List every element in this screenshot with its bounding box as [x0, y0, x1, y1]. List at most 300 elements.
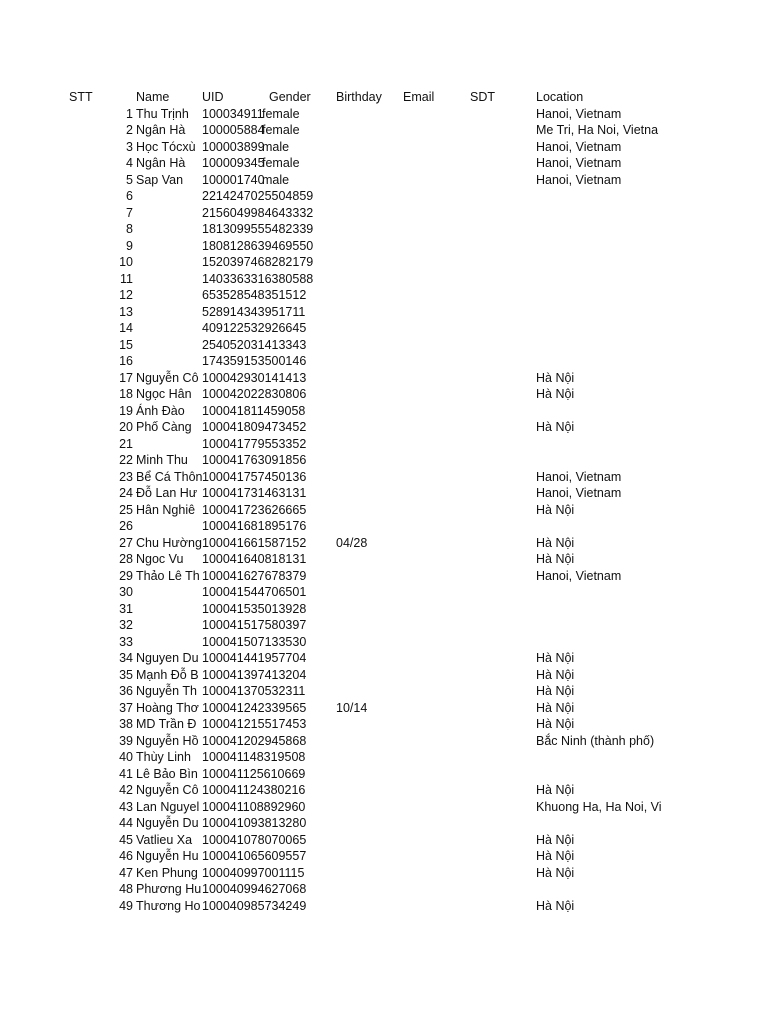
- cell-birthday: [336, 650, 400, 667]
- cell-location: [536, 304, 669, 321]
- cell-birthday: [336, 172, 400, 189]
- cell-location: Hanoi, Vietnam: [536, 486, 622, 500]
- cell-uid: 1403363316380588: [202, 271, 314, 286]
- cell-email: [403, 238, 467, 255]
- cell-name: Phương Hu: [136, 882, 202, 896]
- cell-sdt: [470, 155, 534, 172]
- cell-birthday: [336, 832, 400, 849]
- cell-birthday: [336, 419, 400, 436]
- cell-location: Khuong Ha, Ha Noi, Vi: [536, 799, 662, 814]
- cell-uid: 100041507133530: [202, 634, 307, 649]
- cell-birthday: [336, 436, 400, 453]
- cell-sdt: [470, 353, 534, 370]
- cell-location: Hà Nội: [536, 552, 575, 566]
- cell-sdt: [470, 436, 534, 453]
- cell-uid: 1520397468282179: [202, 255, 314, 269]
- cell-stt: 23: [119, 469, 133, 484]
- cell-sdt: [470, 172, 534, 189]
- cell-email: [403, 634, 467, 651]
- cell-gender: [262, 419, 326, 436]
- cell-name: [136, 287, 202, 304]
- cell-email: [403, 601, 467, 618]
- cell-birthday: [336, 287, 400, 304]
- cell-gender: [262, 254, 326, 271]
- cell-email: [403, 469, 467, 486]
- cell-birthday: [336, 749, 400, 766]
- cell-sdt: [470, 287, 534, 304]
- cell-gender: female: [262, 106, 300, 121]
- cell-sdt: [470, 485, 534, 502]
- cell-email: [403, 716, 467, 733]
- cell-uid: 100041517580397: [202, 618, 307, 632]
- cell-stt: 4: [126, 156, 133, 170]
- cell-gender: [262, 584, 326, 601]
- cell-birthday: [336, 683, 400, 700]
- cell-birthday: [336, 122, 400, 139]
- cell-location: [536, 188, 669, 205]
- cell-birthday: [336, 205, 400, 222]
- table-row: [0, 370, 768, 387]
- cell-email: [403, 205, 467, 222]
- cell-gender: [262, 205, 326, 222]
- cell-sdt: [470, 634, 534, 651]
- cell-location: [536, 320, 669, 337]
- cell-sdt: [470, 848, 534, 865]
- cell-birthday: [336, 485, 400, 502]
- cell-location: [536, 452, 669, 469]
- cell-gender: [262, 502, 326, 519]
- cell-email: [403, 535, 467, 552]
- cell-name: Lan Nguyel: [136, 799, 200, 814]
- cell-location: Hà Nội: [536, 370, 575, 385]
- cell-location: [536, 749, 669, 766]
- table-row: [0, 386, 768, 403]
- cell-uid: 2214247025504859: [202, 189, 314, 203]
- cell-uid: 100041397413204: [202, 667, 307, 682]
- cell-name: [136, 221, 202, 238]
- cell-name: [136, 634, 202, 651]
- cell-email: [403, 865, 467, 882]
- cell-uid: 100042930141413: [202, 370, 307, 385]
- cell-email: [403, 485, 467, 502]
- cell-gender: male: [262, 139, 290, 154]
- cell-email: [403, 766, 467, 783]
- cell-location: Bắc Ninh (thành phố): [536, 733, 655, 748]
- cell-stt: 21: [119, 436, 133, 451]
- cell-name: Sap Van: [136, 172, 184, 187]
- cell-email: [403, 188, 467, 205]
- cell-location: Hà Nội: [536, 898, 575, 913]
- cell-gender: [262, 749, 326, 766]
- cell-uid: 100003899: [202, 139, 265, 154]
- cell-birthday: [336, 733, 400, 750]
- cell-location: Hà Nội: [536, 667, 575, 682]
- cell-stt: 41: [119, 766, 133, 781]
- cell-location: Hanoi, Vietnam: [536, 568, 622, 583]
- table-row: [0, 683, 768, 700]
- cell-birthday: [336, 254, 400, 271]
- cell-sdt: [470, 749, 534, 766]
- cell-sdt: [470, 782, 534, 799]
- cell-email: [403, 353, 467, 370]
- cell-name: Thương Ho: [136, 898, 201, 913]
- cell-birthday: 04/28: [336, 535, 368, 550]
- cell-stt: 45: [119, 832, 133, 847]
- cell-uid: 100042022830806: [202, 387, 307, 401]
- cell-name: Thu Trịnh: [136, 106, 189, 121]
- cell-stt: 39: [119, 733, 133, 748]
- cell-birthday: [336, 106, 400, 123]
- cell-email: [403, 370, 467, 387]
- cell-gender: male: [262, 172, 290, 187]
- cell-name: Học Tócxù: [136, 139, 196, 154]
- cell-location: [536, 436, 669, 453]
- cell-email: [403, 502, 467, 519]
- cell-email: [403, 782, 467, 799]
- cell-birthday: [336, 799, 400, 816]
- header-uid: UID: [202, 90, 224, 104]
- cell-name: [136, 320, 202, 337]
- cell-name: Nguyễn Cô: [136, 783, 199, 797]
- cell-sdt: [470, 106, 534, 123]
- cell-stt: 15: [119, 337, 133, 352]
- table-row: [0, 337, 768, 354]
- cell-name: Minh Thu: [136, 453, 188, 467]
- cell-birthday: [336, 518, 400, 535]
- table-row: [0, 584, 768, 601]
- table-row: [0, 848, 768, 865]
- cell-gender: [262, 716, 326, 733]
- cell-name: Ngân Hà: [136, 156, 186, 170]
- cell-name: Hân Nghiê: [136, 502, 196, 517]
- cell-sdt: [470, 386, 534, 403]
- cell-birthday: [336, 469, 400, 486]
- cell-sdt: [470, 419, 534, 436]
- table-row: [0, 551, 768, 568]
- cell-stt: 25: [119, 502, 133, 517]
- table-body: [0, 106, 768, 915]
- cell-stt: 48: [119, 882, 133, 896]
- cell-stt: 3: [126, 139, 133, 154]
- cell-location: Hà Nội: [536, 832, 575, 847]
- cell-gender: [262, 634, 326, 651]
- cell-gender: [262, 898, 326, 915]
- cell-gender: [262, 815, 326, 832]
- cell-stt: 31: [119, 601, 133, 616]
- cell-location: [536, 337, 669, 354]
- cell-sdt: [470, 733, 534, 750]
- header-row: [0, 89, 768, 106]
- cell-name: Phố Càng: [136, 420, 192, 434]
- cell-sdt: [470, 683, 534, 700]
- cell-sdt: [470, 584, 534, 601]
- table-row: [0, 139, 768, 156]
- cell-gender: [262, 865, 326, 882]
- cell-uid: 100041731463131: [202, 486, 307, 500]
- cell-gender: [262, 551, 326, 568]
- cell-location: Hà Nội: [536, 849, 575, 863]
- cell-birthday: 10/14: [336, 700, 368, 715]
- cell-stt: 2: [126, 123, 133, 137]
- cell-uid: 254052031413343: [202, 337, 307, 352]
- cell-gender: [262, 436, 326, 453]
- cell-sdt: [470, 188, 534, 205]
- cell-name: Nguyen Du: [136, 651, 199, 665]
- cell-stt: 44: [119, 816, 133, 830]
- cell-sdt: [470, 716, 534, 733]
- cell-birthday: [336, 386, 400, 403]
- cell-gender: [262, 700, 326, 717]
- cell-uid: 100040994627068: [202, 882, 307, 896]
- cell-name: Đỗ Lan Hư: [136, 486, 198, 500]
- table-row: [0, 650, 768, 667]
- cell-uid: 174359153500146: [202, 354, 307, 368]
- cell-birthday: [336, 271, 400, 288]
- cell-stt: 1: [126, 106, 133, 121]
- cell-stt: 43: [119, 799, 133, 814]
- cell-location: [536, 353, 669, 370]
- cell-uid: 100041202945868: [202, 733, 307, 748]
- cell-gender: [262, 452, 326, 469]
- cell-birthday: [336, 155, 400, 172]
- table-row: [0, 815, 768, 832]
- cell-location: [536, 815, 669, 832]
- cell-name: Thùy Linh: [136, 750, 191, 764]
- cell-sdt: [470, 650, 534, 667]
- cell-stt: 38: [119, 717, 133, 731]
- cell-name: [136, 337, 202, 354]
- cell-location: [536, 205, 669, 222]
- table-row: [0, 436, 768, 453]
- cell-gender: [262, 485, 326, 502]
- table-row: [0, 799, 768, 816]
- header-gender: Gender: [269, 90, 311, 104]
- table-row: [0, 700, 768, 717]
- cell-gender: female: [262, 123, 300, 137]
- cell-birthday: [336, 865, 400, 882]
- cell-location: Hanoi, Vietnam: [536, 106, 622, 121]
- table-row: [0, 733, 768, 750]
- cell-email: [403, 881, 467, 898]
- cell-name: [136, 238, 202, 255]
- cell-location: [536, 634, 669, 651]
- cell-name: Chu Hường: [136, 535, 202, 550]
- cell-uid: 1808128639469550: [202, 238, 314, 253]
- cell-sdt: [470, 815, 534, 832]
- cell-email: [403, 221, 467, 238]
- cell-location: [536, 518, 669, 535]
- cell-sdt: [470, 205, 534, 222]
- cell-name: Ngọc Hân: [136, 387, 192, 401]
- header-birthday: Birthday: [336, 90, 382, 104]
- table-row: [0, 766, 768, 783]
- table-row: [0, 271, 768, 288]
- cell-email: [403, 799, 467, 816]
- cell-birthday: [336, 584, 400, 601]
- cell-name: [136, 601, 202, 618]
- cell-name: Thảo Lê Th: [136, 568, 200, 583]
- cell-location: [536, 766, 669, 783]
- cell-stt: 34: [119, 651, 133, 665]
- cell-email: [403, 172, 467, 189]
- cell-location: Hà Nội: [536, 700, 575, 715]
- cell-birthday: [336, 370, 400, 387]
- cell-uid: 100001740: [202, 172, 265, 187]
- cell-sdt: [470, 568, 534, 585]
- header-email: Email: [403, 90, 435, 104]
- cell-uid: 100041779553352: [202, 436, 307, 451]
- cell-uid: 100041640818131: [202, 552, 307, 566]
- cell-location: [536, 287, 669, 304]
- cell-stt: 36: [119, 684, 133, 698]
- cell-stt: 12: [119, 288, 133, 302]
- cell-uid: 100041535013928: [202, 601, 307, 616]
- table-row: [0, 172, 768, 189]
- table-row: [0, 667, 768, 684]
- cell-sdt: [470, 667, 534, 684]
- cell-stt: 49: [119, 898, 133, 913]
- cell-uid: 100041093813280: [202, 816, 307, 830]
- cell-birthday: [336, 881, 400, 898]
- cell-uid: 1813099555482339: [202, 222, 314, 236]
- table-row: [0, 106, 768, 123]
- cell-uid: 100041370532311: [202, 684, 306, 698]
- cell-uid: 528914343951711: [202, 304, 306, 319]
- cell-sdt: [470, 139, 534, 156]
- cell-birthday: [336, 815, 400, 832]
- cell-gender: [262, 370, 326, 387]
- cell-sdt: [470, 122, 534, 139]
- cell-name: Ken Phung: [136, 865, 198, 880]
- cell-stt: 29: [119, 568, 133, 583]
- cell-email: [403, 700, 467, 717]
- cell-birthday: [336, 601, 400, 618]
- cell-birthday: [336, 782, 400, 799]
- cell-stt: 37: [119, 700, 133, 715]
- cell-gender: [262, 617, 326, 634]
- cell-uid: 100041544706501: [202, 585, 307, 599]
- table-row: [0, 155, 768, 172]
- cell-location: Hà Nội: [536, 717, 575, 731]
- cell-uid: 100041723626665: [202, 502, 307, 517]
- table-row: [0, 287, 768, 304]
- cell-gender: [262, 518, 326, 535]
- cell-gender: [262, 733, 326, 750]
- cell-email: [403, 733, 467, 750]
- cell-gender: [262, 683, 326, 700]
- cell-stt: 42: [119, 783, 133, 797]
- cell-email: [403, 452, 467, 469]
- cell-stt: 17: [119, 370, 133, 385]
- cell-gender: [262, 601, 326, 618]
- cell-uid: 100041148319508: [202, 750, 306, 764]
- cell-name: [136, 353, 202, 370]
- cell-location: Hanoi, Vietnam: [536, 172, 622, 187]
- cell-gender: [262, 221, 326, 238]
- cell-sdt: [470, 370, 534, 387]
- cell-uid: 100041811459058: [202, 403, 306, 418]
- cell-stt: 19: [119, 403, 133, 418]
- table-row: [0, 485, 768, 502]
- cell-email: [403, 287, 467, 304]
- cell-email: [403, 320, 467, 337]
- table-row: [0, 419, 768, 436]
- cell-email: [403, 832, 467, 849]
- cell-sdt: [470, 700, 534, 717]
- cell-gender: [262, 403, 326, 420]
- cell-name: [136, 271, 202, 288]
- cell-location: Hà Nội: [536, 651, 575, 665]
- cell-stt: 33: [119, 634, 133, 649]
- cell-name: Hoàng Thơ: [136, 700, 199, 715]
- table-row: [0, 898, 768, 915]
- cell-name: Ánh Đào: [136, 403, 185, 418]
- cell-email: [403, 667, 467, 684]
- cell-uid: 100041809473452: [202, 420, 307, 434]
- cell-stt: 7: [126, 205, 133, 220]
- cell-uid: 100041763091856: [202, 453, 307, 467]
- cell-stt: 27: [119, 535, 133, 550]
- cell-birthday: [336, 568, 400, 585]
- cell-uid: 100041215517453: [202, 717, 307, 731]
- cell-email: [403, 436, 467, 453]
- cell-birthday: [336, 716, 400, 733]
- header-sdt: SDT: [470, 90, 495, 104]
- cell-email: [403, 254, 467, 271]
- cell-stt: 18: [119, 387, 133, 401]
- table-row: [0, 238, 768, 255]
- cell-gender: [262, 188, 326, 205]
- cell-email: [403, 139, 467, 156]
- cell-email: [403, 584, 467, 601]
- cell-birthday: [336, 766, 400, 783]
- cell-gender: [262, 271, 326, 288]
- cell-gender: [262, 799, 326, 816]
- table-row: [0, 535, 768, 552]
- cell-location: [536, 221, 669, 238]
- cell-birthday: [336, 634, 400, 651]
- cell-email: [403, 518, 467, 535]
- cell-birthday: [336, 188, 400, 205]
- cell-email: [403, 568, 467, 585]
- cell-name: [136, 518, 202, 535]
- cell-location: Me Tri, Ha Noi, Vietna: [536, 123, 659, 137]
- cell-location: [536, 584, 669, 601]
- cell-gender: [262, 568, 326, 585]
- cell-birthday: [336, 667, 400, 684]
- cell-location: Hà Nội: [536, 502, 575, 517]
- cell-sdt: [470, 452, 534, 469]
- cell-email: [403, 106, 467, 123]
- cell-birthday: [336, 320, 400, 337]
- cell-stt: 14: [119, 321, 133, 335]
- cell-name: [136, 617, 202, 634]
- cell-stt: 32: [119, 618, 133, 632]
- cell-sdt: [470, 881, 534, 898]
- cell-uid: 100041441957704: [202, 651, 307, 665]
- cell-name: Ngân Hà: [136, 123, 186, 137]
- cell-sdt: [470, 535, 534, 552]
- cell-gender: [262, 667, 326, 684]
- cell-location: [536, 617, 669, 634]
- cell-uid: 100041078070065: [202, 832, 307, 847]
- cell-sdt: [470, 254, 534, 271]
- table-row: [0, 320, 768, 337]
- cell-uid: 100041065609557: [202, 849, 307, 863]
- cell-gender: [262, 386, 326, 403]
- cell-sdt: [470, 551, 534, 568]
- cell-uid: 100041681895176: [202, 519, 307, 533]
